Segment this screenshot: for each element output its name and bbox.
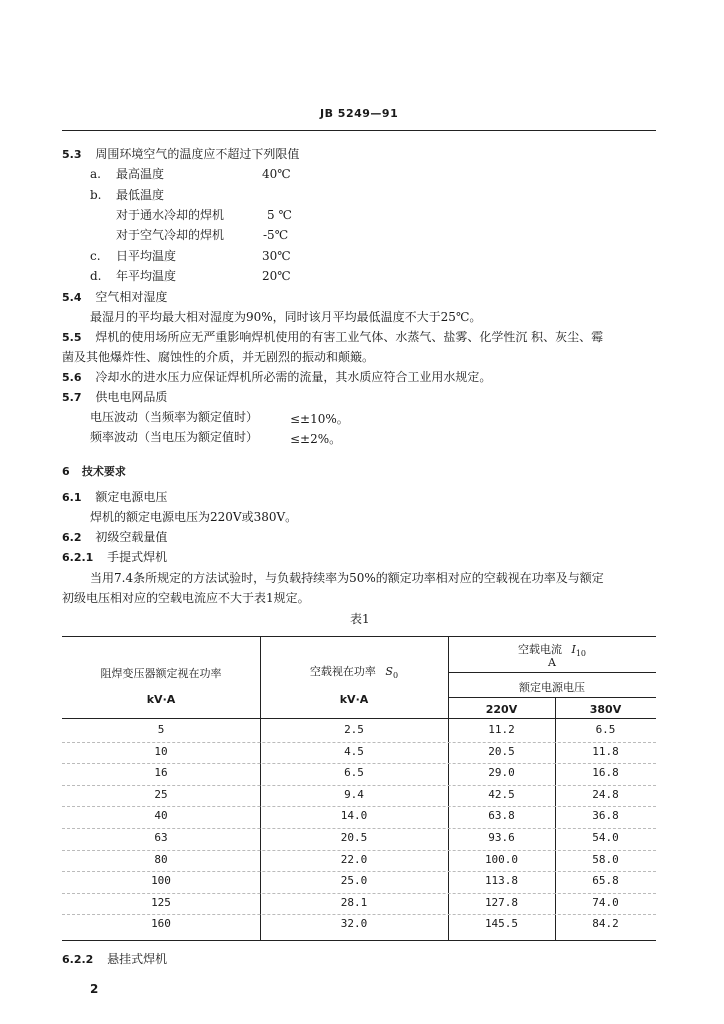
current-220v-cell: 20.5 [488,745,515,758]
section-text: 焊机的使用场所应无严重影响焊机使用的有害工业气体、水蒸气、盐雾、化学性沉 积、灰尘、霉 [95,330,604,344]
item-a-value: 40℃ [262,167,291,181]
rated-power-cell: 125 [151,896,171,909]
section-5-4-heading [62,290,167,305]
table-row-separator [62,806,656,807]
no-load-power-cell: 25.0 [340,874,368,887]
section-5-5-line2: 菌及其他爆炸性、腐蚀性的介质，并无剧烈的振动和颠簸。 [62,350,375,364]
current-220v-cell: 93.6 [488,831,515,844]
col3-subheader: 额定电源电压 [519,681,585,694]
voltage-fluctuation-value: ≤±10%。 [290,412,349,426]
item-b-text: 最低温度 [116,188,165,202]
section-title: 额定电源电压 [95,490,168,504]
current-380v-cell: 6.5 [595,723,616,736]
section-5-5-line1 [62,330,603,345]
table-top-rule [62,636,656,637]
rated-power-cell: 80 [154,853,168,866]
table-row-separator [62,785,656,786]
section-6-1-heading [62,490,167,505]
current-220v-cell: 63.8 [488,809,515,822]
section-number: 6.2 [62,531,82,544]
section-number: 5.6 [62,371,82,384]
current-380v-cell: 65.8 [592,874,619,887]
section-title: 悬挂式焊机 [107,952,168,966]
frequency-fluctuation-value: ≤±2%。 [290,432,342,446]
table-row-separator [62,763,656,764]
item-b1-value: 5 ℃ [267,208,292,222]
section-title: 技术要求 [81,465,126,478]
page-number: 2 [90,982,99,996]
section-title: 供电电网品质 [95,390,168,404]
table-bottom-rule [62,940,656,941]
section-number: 5.7 [62,391,82,404]
section-title: 初级空载量值 [95,530,168,544]
col2-header: 空载视在功率 [309,665,376,678]
current-380v-cell: 16.8 [592,766,619,779]
col2-subscript: 0 [392,671,399,681]
current-380v-cell: 58.0 [592,853,619,866]
table-row-separator [62,893,656,894]
section-number: 5.4 [62,291,82,304]
rated-power-cell: 10 [154,745,168,758]
current-220v-cell: 29.0 [488,766,515,779]
section-5-3-heading [62,147,299,162]
section-5-6 [62,370,491,385]
rated-power-cell: 63 [154,831,168,844]
standard-number: JB 5249—91 [320,107,399,120]
col1-unit: kV·A [146,693,176,706]
table-row-separator [62,914,656,915]
section-6-2-1-line1: 当用7.4条所规定的方法试验时，与负载持续率为50%的额定功率相对应的空载视在功率及与额定 [90,571,604,585]
current-220v-cell: 127.8 [484,896,519,909]
section-text: 冷却水的进水压力应保证焊机所必需的流量，其水质应符合工业用水规定。 [95,370,492,384]
current-380v-cell: 24.8 [592,788,619,801]
col3-subscript: 10 [575,649,587,659]
no-load-power-cell: 9.4 [344,788,364,801]
item-b2-value: -5℃ [263,228,289,242]
section-number: 6.1 [62,491,82,504]
col3-symbol: I [571,643,576,656]
section-6-1-body: 焊机的额定电源电压为220V或380V。 [90,510,298,524]
rated-power-cell: 16 [154,766,168,779]
table-row-separator [62,871,656,872]
item-a-text: 最高温度 [116,167,165,181]
current-380v-cell: 84.2 [592,917,619,930]
section-number: 6 [62,465,70,478]
item-b1-text: 对于通水冷却的焊机 [116,208,225,222]
col3-header: 空载电流 [517,643,562,656]
section-5-4-body: 最湿月的平均最大相对湿度为90%，同时该月平均最低温度不大于25℃。 [90,310,482,324]
item-b-label: b. [90,188,102,202]
section-title: 周围环境空气的温度应不超过下列限值 [95,147,300,161]
current-220v-cell: 11.2 [488,723,515,736]
col1-header: 阻焊变压器额定视在功率 [100,667,222,680]
rated-power-cell: 100 [151,874,171,887]
section-title: 手提式焊机 [107,550,168,564]
current-380v-cell: 11.8 [592,745,619,758]
no-load-power-cell: 14.0 [340,809,368,822]
header-rule [62,130,656,131]
section-6-heading [62,464,126,479]
col2-header-wrap [260,663,448,680]
rated-power-cell: 160 [151,917,171,930]
col3-unit: A [548,656,556,669]
current-380v-cell: 54.0 [592,831,619,844]
no-load-power-cell: 4.5 [344,745,364,758]
section-number: 5.3 [62,148,82,161]
current-380v-cell: 36.8 [592,809,619,822]
voltage-fluctuation-text: 电压波动（当频率为额定值时） [90,410,259,424]
section-number: 6.2.2 [62,953,94,966]
no-load-power-cell: 6.5 [344,766,364,779]
col2-unit: kV·A [339,693,369,706]
section-number: 6.2.1 [62,551,94,564]
table-subheader-rule-2 [448,697,656,698]
item-b2-text: 对于空气冷却的焊机 [116,228,225,242]
table-caption: 表1 [350,612,370,626]
rated-power-cell: 40 [154,809,168,822]
item-c-label: c. [90,249,101,263]
no-load-power-cell: 20.5 [340,831,368,844]
section-6-2-1-line2: 初级电压相对应的空载电流应不大于表1规定。 [62,591,310,605]
section-5-7-heading [62,390,167,405]
section-6-2-heading [62,530,167,545]
current-220v-cell: 145.5 [484,917,519,930]
current-220v-cell: 113.8 [484,874,519,887]
rated-power-cell: 5 [157,723,165,736]
item-d-label: d. [90,269,102,283]
table-row-separator [62,828,656,829]
section-6-2-1-heading [62,550,167,565]
item-a-label: a. [90,167,101,181]
section-number: 5.5 [62,331,82,344]
frequency-fluctuation-text: 频率波动（当电压为额定值时） [90,430,259,444]
col2-symbol: S [385,665,393,678]
current-380v-cell: 74.0 [592,896,619,909]
no-load-power-cell: 2.5 [344,723,364,736]
table-row-separator [62,742,656,743]
no-load-power-cell: 28.1 [340,896,368,909]
item-d-text: 年平均温度 [116,269,177,283]
current-220v-cell: 42.5 [488,788,515,801]
col3a-220v: 220V [485,703,518,716]
item-d-value: 20℃ [262,269,291,283]
col3b-380v: 380V [589,703,622,716]
no-load-power-cell: 22.0 [340,853,368,866]
no-load-power-cell: 32.0 [340,917,368,930]
item-c-value: 30℃ [262,249,291,263]
rated-power-cell: 25 [154,788,168,801]
current-220v-cell: 100.0 [484,853,519,866]
item-c-text: 日平均温度 [116,249,177,263]
section-6-2-2-heading [62,952,167,967]
section-title: 空气相对湿度 [95,290,168,304]
table-row-separator [62,850,656,851]
table-subheader-rule-1 [448,672,656,673]
table-header-rule [62,718,656,719]
